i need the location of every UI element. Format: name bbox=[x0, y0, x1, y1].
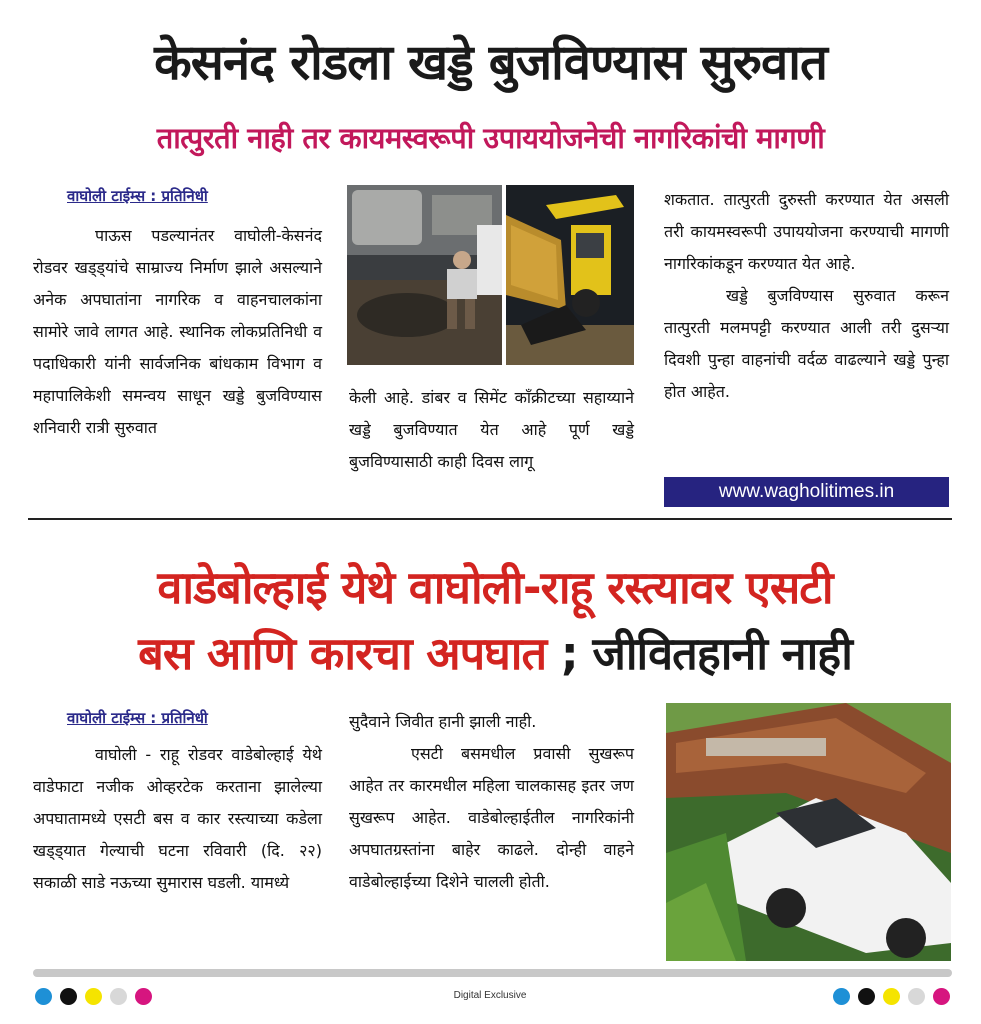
byline-story-1: वाघोली टाईम्स : प्रतिनिधी bbox=[67, 187, 208, 205]
headline-story-2-line-1: वाडेबोल्हाई येथे वाघोली-राहू रस्त्यावर एसटी bbox=[157, 561, 833, 614]
story-2-column-2 bbox=[349, 706, 634, 898]
accident-photo bbox=[666, 703, 951, 961]
story-1-column-3 bbox=[664, 184, 949, 408]
story-1-col3-paragraph-2: खड्डे बुजविण्यास सुरुवात करून तात्पुरती मलमपट्टी करण्यात आली तरी दुसऱ्या दिवशी पुन्हा वाहनांची वर्दळ वाढल्याने खड्डे पुन्हा होत आहेत. bbox=[664, 286, 949, 401]
story-2-col2-paragraph-2: एसटी बसमधील प्रवासी सुखरूप आहेत तर कारमधील महिला चालकासह इतर जण सुखरूप आहेत. वाडेबोल्हाईतील नागरिकांनी अपघातग्रस्तांना बाहेर काढले. दोन्ही वाहने वाडेबोल्हाईच्या दिशेने चालली होती. bbox=[349, 744, 634, 891]
registration-dot-yellow-right bbox=[883, 988, 900, 1005]
headline-story-1: केसनंद रोडला खड्डे बुजविण्यास सुरुवात bbox=[154, 34, 827, 91]
byline-story-2: वाघोली टाईम्स : प्रतिनिधी bbox=[67, 709, 208, 727]
story-1-column-1 bbox=[33, 220, 322, 444]
registration-dot-yellow-left bbox=[85, 988, 102, 1005]
section-divider bbox=[28, 518, 952, 520]
headline-story-2-line-2 bbox=[30, 622, 960, 683]
registration-dot-magenta-left bbox=[135, 988, 152, 1005]
story-1-col3-paragraph-1: शकतात. तात्पुरती दुरुस्ती करण्यात येत असली तरी कायमस्वरूपी उपाययोजना करण्याची मागणी नागरिकांकडून करण्यात येत आहे. bbox=[664, 190, 949, 273]
registration-dot-magenta-right bbox=[933, 988, 950, 1005]
story-1-column-2 bbox=[349, 382, 634, 478]
registration-dot-black-left bbox=[60, 988, 77, 1005]
registration-dot-cyan-left bbox=[35, 988, 52, 1005]
registration-dot-black-right bbox=[858, 988, 875, 1005]
story-2-column-1 bbox=[33, 739, 322, 899]
registration-dot-cyan-right bbox=[833, 988, 850, 1005]
road-repair-photo-2 bbox=[506, 185, 634, 365]
story-2-col1-text: वाघोली - राहू रोडवर वाडेबोल्हाई येथे वाडेफाटा नजीक ओव्हरटेक करताना झालेल्या अपघातामध्ये एसटी बस व कार रस्त्याच्या कडेला खड्ड्यात गेल्याची घटना रविवारी (दि. २२) सकाळी साडे नऊच्या सुमारास घडली. यामध्ये bbox=[33, 745, 322, 892]
story-1-col1-text: पाऊस पडल्यानंतर वाघोली-केसनंद रोडवर खड्ड्यांचे साम्राज्य निर्माण झाले असल्याने अनेक अपघातांना नागरिक व वाहनचालकांना सामोरे जावे लागत आहे. स्थानिक लोकप्रतिनिधी व पदाधिकारी यांनी सार्वजनिक बांधकाम विभाग व महापालिकेशी समन्वय साधून खड्डे बुजविण्यास शनिवारी रात्री सुरुवात bbox=[33, 226, 322, 437]
registration-dot-grey-left bbox=[110, 988, 127, 1005]
website-url-bar[interactable]: www.wagholitimes.in bbox=[664, 477, 949, 507]
road-repair-photo-1 bbox=[347, 185, 502, 365]
story-2-col2-paragraph-1: सुदैवाने जिवीत हानी झाली नाही. bbox=[349, 712, 537, 731]
subheadline-story-1: तात्पुरती नाही तर कायमस्वरूपी उपाययोजनेची नागरिकांची मागणी bbox=[156, 121, 825, 155]
footer-bar bbox=[33, 969, 952, 977]
footer-label: Digital Exclusive bbox=[453, 990, 527, 1001]
headline-story-2-red-part: बस आणि कारचा अपघात bbox=[138, 627, 547, 680]
headline-story-2-black-part: ; जीवितहानी नाही bbox=[560, 627, 852, 680]
registration-dot-grey-right bbox=[908, 988, 925, 1005]
story-1-col2-text: केली आहे. डांबर व सिमेंट काँक्रीटच्या सहाय्याने खड्डे बुजविण्यात येत आहे पूर्ण खड्डे बुजविण्यासाठी काही दिवस लागू bbox=[349, 388, 634, 471]
